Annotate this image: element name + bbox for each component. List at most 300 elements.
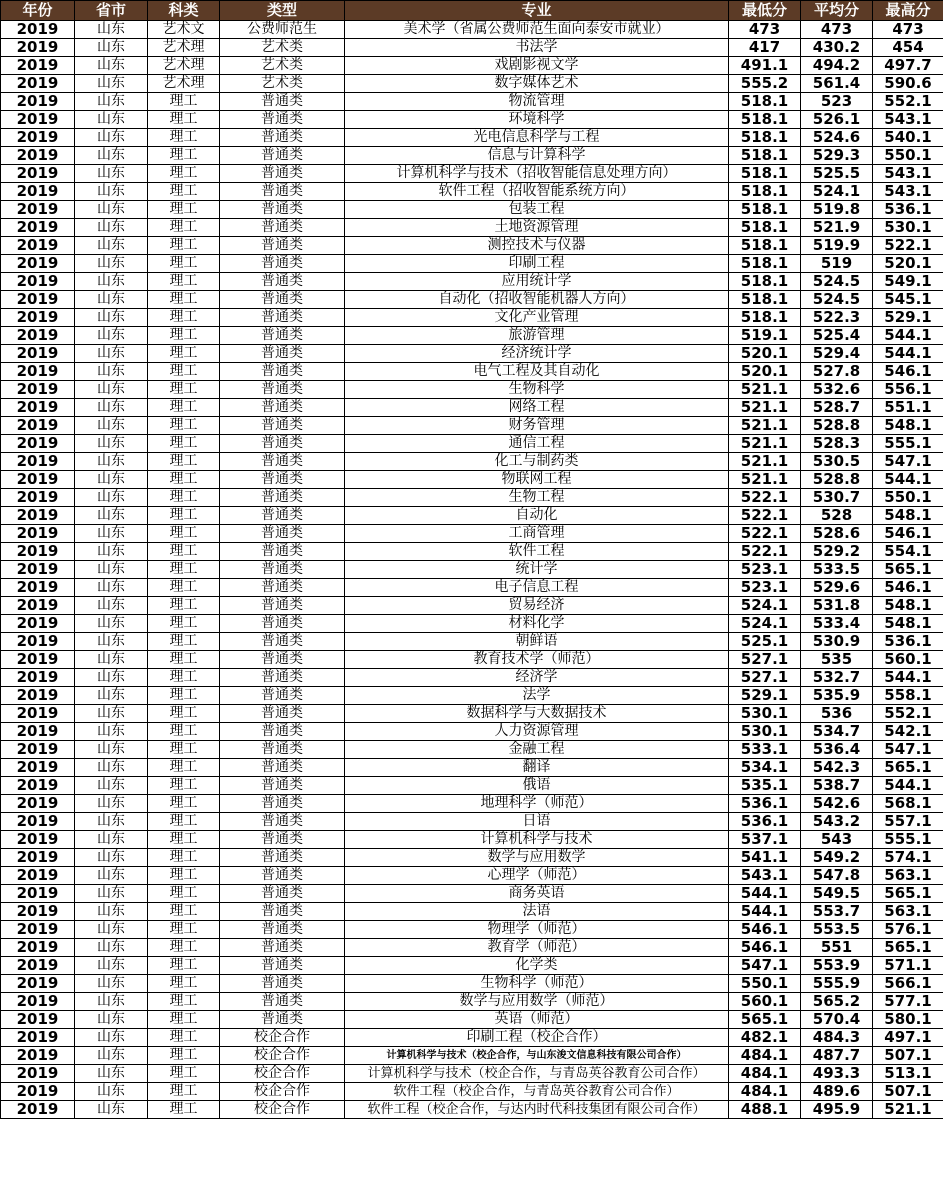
avg-score-cell: 553.7 [801, 903, 873, 921]
table-row [1, 561, 943, 579]
province-cell: 山东 [75, 633, 148, 651]
max-score-cell: 590.6 [873, 75, 943, 93]
category-cell: 理工 [148, 777, 220, 795]
max-score-cell: 529.1 [873, 309, 943, 327]
min-score-cell: 525.1 [729, 633, 801, 651]
type-cell: 普通类 [220, 831, 345, 849]
max-score-cell: 580.1 [873, 1011, 943, 1029]
avg-score-cell: 529.3 [801, 147, 873, 165]
type-cell: 公费师范生 [220, 21, 345, 39]
category-cell: 理工 [148, 1065, 220, 1083]
table-row [1, 345, 943, 363]
major-cell: 英语（师范） [345, 1011, 729, 1029]
major-cell: 贸易经济 [345, 597, 729, 615]
min-score-cell: 518.1 [729, 273, 801, 291]
province-cell: 山东 [75, 345, 148, 363]
type-cell: 普通类 [220, 939, 345, 957]
max-score-cell: 544.1 [873, 471, 943, 489]
max-score-cell: 497.1 [873, 1029, 943, 1047]
major-cell: 法学 [345, 687, 729, 705]
table-row [1, 615, 943, 633]
year-cell: 2019 [1, 39, 75, 57]
type-cell: 普通类 [220, 327, 345, 345]
category-cell: 理工 [148, 399, 220, 417]
avg-score-cell: 530.7 [801, 489, 873, 507]
major-cell: 计算机科学与技术 [345, 831, 729, 849]
major-cell: 计算机科学与技术（校企合作，与青岛英谷教育公司合作） [345, 1065, 729, 1083]
table-row [1, 453, 943, 471]
avg-score-cell: 524.5 [801, 291, 873, 309]
max-score-cell: 566.1 [873, 975, 943, 993]
major-cell: 财务管理 [345, 417, 729, 435]
major-cell: 物流管理 [345, 93, 729, 111]
min-score-cell: 547.1 [729, 957, 801, 975]
type-cell: 普通类 [220, 309, 345, 327]
major-cell: 化学类 [345, 957, 729, 975]
year-cell: 2019 [1, 831, 75, 849]
max-score-cell: 544.1 [873, 777, 943, 795]
table-row [1, 507, 943, 525]
table-row [1, 1065, 943, 1083]
table-row [1, 237, 943, 255]
min-score-cell: 530.1 [729, 723, 801, 741]
min-score-cell: 550.1 [729, 975, 801, 993]
min-score-cell: 543.1 [729, 867, 801, 885]
min-score-cell: 555.2 [729, 75, 801, 93]
province-cell: 山东 [75, 1065, 148, 1083]
year-cell: 2019 [1, 309, 75, 327]
min-score-cell: 527.1 [729, 669, 801, 687]
category-cell: 理工 [148, 111, 220, 129]
avg-score-cell: 528 [801, 507, 873, 525]
type-cell: 普通类 [220, 237, 345, 255]
max-score-cell: 554.1 [873, 543, 943, 561]
min-score-cell: 522.1 [729, 507, 801, 525]
table-row [1, 687, 943, 705]
category-cell: 艺术理 [148, 57, 220, 75]
category-cell: 理工 [148, 435, 220, 453]
max-score-cell: 549.1 [873, 273, 943, 291]
category-cell: 艺术理 [148, 39, 220, 57]
type-cell: 普通类 [220, 561, 345, 579]
avg-score-cell: 524.5 [801, 273, 873, 291]
year-cell: 2019 [1, 813, 75, 831]
category-cell: 理工 [148, 1047, 220, 1065]
category-cell: 理工 [148, 363, 220, 381]
avg-score-cell: 489.6 [801, 1083, 873, 1101]
province-cell: 山东 [75, 471, 148, 489]
avg-score-cell: 533.5 [801, 561, 873, 579]
min-score-cell: 527.1 [729, 651, 801, 669]
max-score-cell: 556.1 [873, 381, 943, 399]
avg-score-cell: 561.4 [801, 75, 873, 93]
max-score-cell: 563.1 [873, 903, 943, 921]
min-score-cell: 541.1 [729, 849, 801, 867]
year-cell: 2019 [1, 21, 75, 39]
min-score-cell: 518.1 [729, 111, 801, 129]
province-cell: 山东 [75, 579, 148, 597]
col-max-score-header: 最高分 [873, 1, 943, 21]
year-cell: 2019 [1, 399, 75, 417]
province-cell: 山东 [75, 903, 148, 921]
major-cell: 俄语 [345, 777, 729, 795]
max-score-cell: 548.1 [873, 615, 943, 633]
max-score-cell: 565.1 [873, 939, 943, 957]
min-score-cell: 520.1 [729, 345, 801, 363]
max-score-cell: 552.1 [873, 93, 943, 111]
table-row [1, 147, 943, 165]
year-cell: 2019 [1, 579, 75, 597]
max-score-cell: 536.1 [873, 201, 943, 219]
category-cell: 理工 [148, 561, 220, 579]
min-score-cell: 522.1 [729, 525, 801, 543]
avg-score-cell: 522.3 [801, 309, 873, 327]
category-cell: 理工 [148, 219, 220, 237]
year-cell: 2019 [1, 741, 75, 759]
avg-score-cell: 530.5 [801, 453, 873, 471]
province-cell: 山东 [75, 399, 148, 417]
year-cell: 2019 [1, 687, 75, 705]
major-cell: 戏剧影视文学 [345, 57, 729, 75]
province-cell: 山东 [75, 561, 148, 579]
major-cell: 电子信息工程 [345, 579, 729, 597]
avg-score-cell: 542.6 [801, 795, 873, 813]
province-cell: 山东 [75, 507, 148, 525]
table-row [1, 975, 943, 993]
category-cell: 理工 [148, 957, 220, 975]
table-row [1, 327, 943, 345]
type-cell: 普通类 [220, 255, 345, 273]
max-score-cell: 497.7 [873, 57, 943, 75]
year-cell: 2019 [1, 525, 75, 543]
province-cell: 山东 [75, 849, 148, 867]
year-cell: 2019 [1, 1065, 75, 1083]
table-row [1, 579, 943, 597]
type-cell: 普通类 [220, 813, 345, 831]
major-cell: 教育学（师范） [345, 939, 729, 957]
min-score-cell: 518.1 [729, 291, 801, 309]
province-cell: 山东 [75, 219, 148, 237]
min-score-cell: 522.1 [729, 543, 801, 561]
table-row [1, 417, 943, 435]
table-row [1, 903, 943, 921]
type-cell: 普通类 [220, 219, 345, 237]
major-cell: 数学与应用数学 [345, 849, 729, 867]
avg-score-cell: 525.4 [801, 327, 873, 345]
max-score-cell: 542.1 [873, 723, 943, 741]
min-score-cell: 524.1 [729, 615, 801, 633]
year-cell: 2019 [1, 111, 75, 129]
max-score-cell: 576.1 [873, 921, 943, 939]
year-cell: 2019 [1, 417, 75, 435]
province-cell: 山东 [75, 975, 148, 993]
province-cell: 山东 [75, 381, 148, 399]
province-cell: 山东 [75, 129, 148, 147]
year-cell: 2019 [1, 615, 75, 633]
province-cell: 山东 [75, 597, 148, 615]
province-cell: 山东 [75, 669, 148, 687]
table-row [1, 165, 943, 183]
category-cell: 理工 [148, 507, 220, 525]
year-cell: 2019 [1, 255, 75, 273]
max-score-cell: 545.1 [873, 291, 943, 309]
min-score-cell: 535.1 [729, 777, 801, 795]
max-score-cell: 530.1 [873, 219, 943, 237]
avg-score-cell: 495.9 [801, 1101, 873, 1119]
province-cell: 山东 [75, 327, 148, 345]
min-score-cell: 518.1 [729, 201, 801, 219]
category-cell: 艺术文 [148, 21, 220, 39]
year-cell: 2019 [1, 651, 75, 669]
col-year-header: 年份 [1, 1, 75, 21]
province-cell: 山东 [75, 57, 148, 75]
min-score-cell: 520.1 [729, 363, 801, 381]
category-cell: 理工 [148, 993, 220, 1011]
min-score-cell: 546.1 [729, 939, 801, 957]
province-cell: 山东 [75, 777, 148, 795]
province-cell: 山东 [75, 867, 148, 885]
avg-score-cell: 553.5 [801, 921, 873, 939]
type-cell: 普通类 [220, 723, 345, 741]
col-province-header: 省市 [75, 1, 148, 21]
year-cell: 2019 [1, 489, 75, 507]
major-cell: 自动化（招收智能机器人方向） [345, 291, 729, 309]
table-row [1, 705, 943, 723]
avg-score-cell: 543.2 [801, 813, 873, 831]
max-score-cell: 546.1 [873, 579, 943, 597]
min-score-cell: 518.1 [729, 93, 801, 111]
max-score-cell: 574.1 [873, 849, 943, 867]
type-cell: 普通类 [220, 399, 345, 417]
province-cell: 山东 [75, 813, 148, 831]
avg-score-cell: 532.6 [801, 381, 873, 399]
avg-score-cell: 533.4 [801, 615, 873, 633]
year-cell: 2019 [1, 777, 75, 795]
year-cell: 2019 [1, 93, 75, 111]
major-cell: 环境科学 [345, 111, 729, 129]
category-cell: 理工 [148, 795, 220, 813]
table-row [1, 525, 943, 543]
category-cell: 理工 [148, 705, 220, 723]
major-cell: 土地资源管理 [345, 219, 729, 237]
type-cell: 普通类 [220, 759, 345, 777]
table-row [1, 813, 943, 831]
max-score-cell: 548.1 [873, 507, 943, 525]
province-cell: 山东 [75, 723, 148, 741]
min-score-cell: 523.1 [729, 579, 801, 597]
min-score-cell: 565.1 [729, 1011, 801, 1029]
max-score-cell: 557.1 [873, 813, 943, 831]
category-cell: 理工 [148, 579, 220, 597]
max-score-cell: 540.1 [873, 129, 943, 147]
type-cell: 普通类 [220, 885, 345, 903]
min-score-cell: 518.1 [729, 183, 801, 201]
year-cell: 2019 [1, 867, 75, 885]
avg-score-cell: 565.2 [801, 993, 873, 1011]
avg-score-cell: 527.8 [801, 363, 873, 381]
table-row [1, 651, 943, 669]
major-cell: 计算机科学与技术（校企合作，与山东浚文信息科技有限公司合作） [345, 1047, 729, 1065]
table-row [1, 543, 943, 561]
type-cell: 普通类 [220, 615, 345, 633]
major-cell: 材料化学 [345, 615, 729, 633]
year-cell: 2019 [1, 129, 75, 147]
type-cell: 普通类 [220, 435, 345, 453]
avg-score-cell: 519.9 [801, 237, 873, 255]
year-cell: 2019 [1, 273, 75, 291]
province-cell: 山东 [75, 255, 148, 273]
avg-score-cell: 526.1 [801, 111, 873, 129]
major-cell: 自动化 [345, 507, 729, 525]
major-cell: 软件工程（校企合作，与青岛英谷教育公司合作） [345, 1083, 729, 1101]
category-cell: 理工 [148, 651, 220, 669]
province-cell: 山东 [75, 21, 148, 39]
category-cell: 理工 [148, 255, 220, 273]
category-cell: 理工 [148, 93, 220, 111]
year-cell: 2019 [1, 453, 75, 471]
avg-score-cell: 530.9 [801, 633, 873, 651]
major-cell: 数字媒体艺术 [345, 75, 729, 93]
year-cell: 2019 [1, 147, 75, 165]
min-score-cell: 544.1 [729, 885, 801, 903]
province-cell: 山东 [75, 1101, 148, 1119]
min-score-cell: 484.1 [729, 1047, 801, 1065]
category-cell: 理工 [148, 741, 220, 759]
major-cell: 地理科学（师范） [345, 795, 729, 813]
category-cell: 理工 [148, 1029, 220, 1047]
avg-score-cell: 524.1 [801, 183, 873, 201]
province-cell: 山东 [75, 165, 148, 183]
year-cell: 2019 [1, 957, 75, 975]
type-cell: 校企合作 [220, 1047, 345, 1065]
table-row [1, 633, 943, 651]
province-cell: 山东 [75, 489, 148, 507]
min-score-cell: 523.1 [729, 561, 801, 579]
year-cell: 2019 [1, 183, 75, 201]
max-score-cell: 543.1 [873, 111, 943, 129]
year-cell: 2019 [1, 1083, 75, 1101]
avg-score-cell: 528.7 [801, 399, 873, 417]
min-score-cell: 482.1 [729, 1029, 801, 1047]
year-cell: 2019 [1, 993, 75, 1011]
category-cell: 理工 [148, 489, 220, 507]
table-row [1, 39, 943, 57]
province-cell: 山东 [75, 273, 148, 291]
year-cell: 2019 [1, 633, 75, 651]
avg-score-cell: 529.4 [801, 345, 873, 363]
type-cell: 普通类 [220, 993, 345, 1011]
avg-score-cell: 521.9 [801, 219, 873, 237]
max-score-cell: 565.1 [873, 759, 943, 777]
min-score-cell: 530.1 [729, 705, 801, 723]
year-cell: 2019 [1, 363, 75, 381]
table-row [1, 597, 943, 615]
year-cell: 2019 [1, 975, 75, 993]
major-cell: 书法学 [345, 39, 729, 57]
category-cell: 理工 [148, 597, 220, 615]
type-cell: 普通类 [220, 129, 345, 147]
province-cell: 山东 [75, 993, 148, 1011]
table-header-row [1, 1, 943, 21]
max-score-cell: 513.1 [873, 1065, 943, 1083]
min-score-cell: 533.1 [729, 741, 801, 759]
avg-score-cell: 524.6 [801, 129, 873, 147]
year-cell: 2019 [1, 1029, 75, 1047]
col-type-header: 类型 [220, 1, 345, 21]
major-cell: 印刷工程（校企合作） [345, 1029, 729, 1047]
year-cell: 2019 [1, 885, 75, 903]
year-cell: 2019 [1, 327, 75, 345]
min-score-cell: 536.1 [729, 813, 801, 831]
type-cell: 艺术类 [220, 39, 345, 57]
major-cell: 心理学（师范） [345, 867, 729, 885]
year-cell: 2019 [1, 723, 75, 741]
max-score-cell: 565.1 [873, 885, 943, 903]
min-score-cell: 484.1 [729, 1065, 801, 1083]
min-score-cell: 534.1 [729, 759, 801, 777]
type-cell: 普通类 [220, 687, 345, 705]
type-cell: 普通类 [220, 633, 345, 651]
category-cell: 理工 [148, 345, 220, 363]
max-score-cell: 543.1 [873, 165, 943, 183]
major-cell: 电气工程及其自动化 [345, 363, 729, 381]
type-cell: 普通类 [220, 201, 345, 219]
year-cell: 2019 [1, 237, 75, 255]
table-row [1, 75, 943, 93]
year-cell: 2019 [1, 1011, 75, 1029]
type-cell: 艺术类 [220, 75, 345, 93]
type-cell: 普通类 [220, 381, 345, 399]
type-cell: 普通类 [220, 273, 345, 291]
max-score-cell: 560.1 [873, 651, 943, 669]
province-cell: 山东 [75, 687, 148, 705]
year-cell: 2019 [1, 57, 75, 75]
min-score-cell: 546.1 [729, 921, 801, 939]
type-cell: 普通类 [220, 291, 345, 309]
province-cell: 山东 [75, 93, 148, 111]
province-cell: 山东 [75, 183, 148, 201]
table-row [1, 255, 943, 273]
type-cell: 普通类 [220, 453, 345, 471]
table-row [1, 21, 943, 39]
province-cell: 山东 [75, 705, 148, 723]
province-cell: 山东 [75, 651, 148, 669]
type-cell: 普通类 [220, 795, 345, 813]
major-cell: 数据科学与大数据技术 [345, 705, 729, 723]
min-score-cell: 536.1 [729, 795, 801, 813]
major-cell: 生物科学 [345, 381, 729, 399]
table-row [1, 399, 943, 417]
min-score-cell: 417 [729, 39, 801, 57]
type-cell: 普通类 [220, 921, 345, 939]
province-cell: 山东 [75, 831, 148, 849]
avg-score-cell: 531.8 [801, 597, 873, 615]
avg-score-cell: 532.7 [801, 669, 873, 687]
category-cell: 理工 [148, 633, 220, 651]
year-cell: 2019 [1, 921, 75, 939]
table-row [1, 993, 943, 1011]
type-cell: 普通类 [220, 543, 345, 561]
avg-score-cell: 493.3 [801, 1065, 873, 1083]
max-score-cell: 544.1 [873, 345, 943, 363]
min-score-cell: 521.1 [729, 453, 801, 471]
max-score-cell: 548.1 [873, 417, 943, 435]
province-cell: 山东 [75, 525, 148, 543]
major-cell: 文化产业管理 [345, 309, 729, 327]
table-row [1, 183, 943, 201]
min-score-cell: 518.1 [729, 309, 801, 327]
avg-score-cell: 528.3 [801, 435, 873, 453]
